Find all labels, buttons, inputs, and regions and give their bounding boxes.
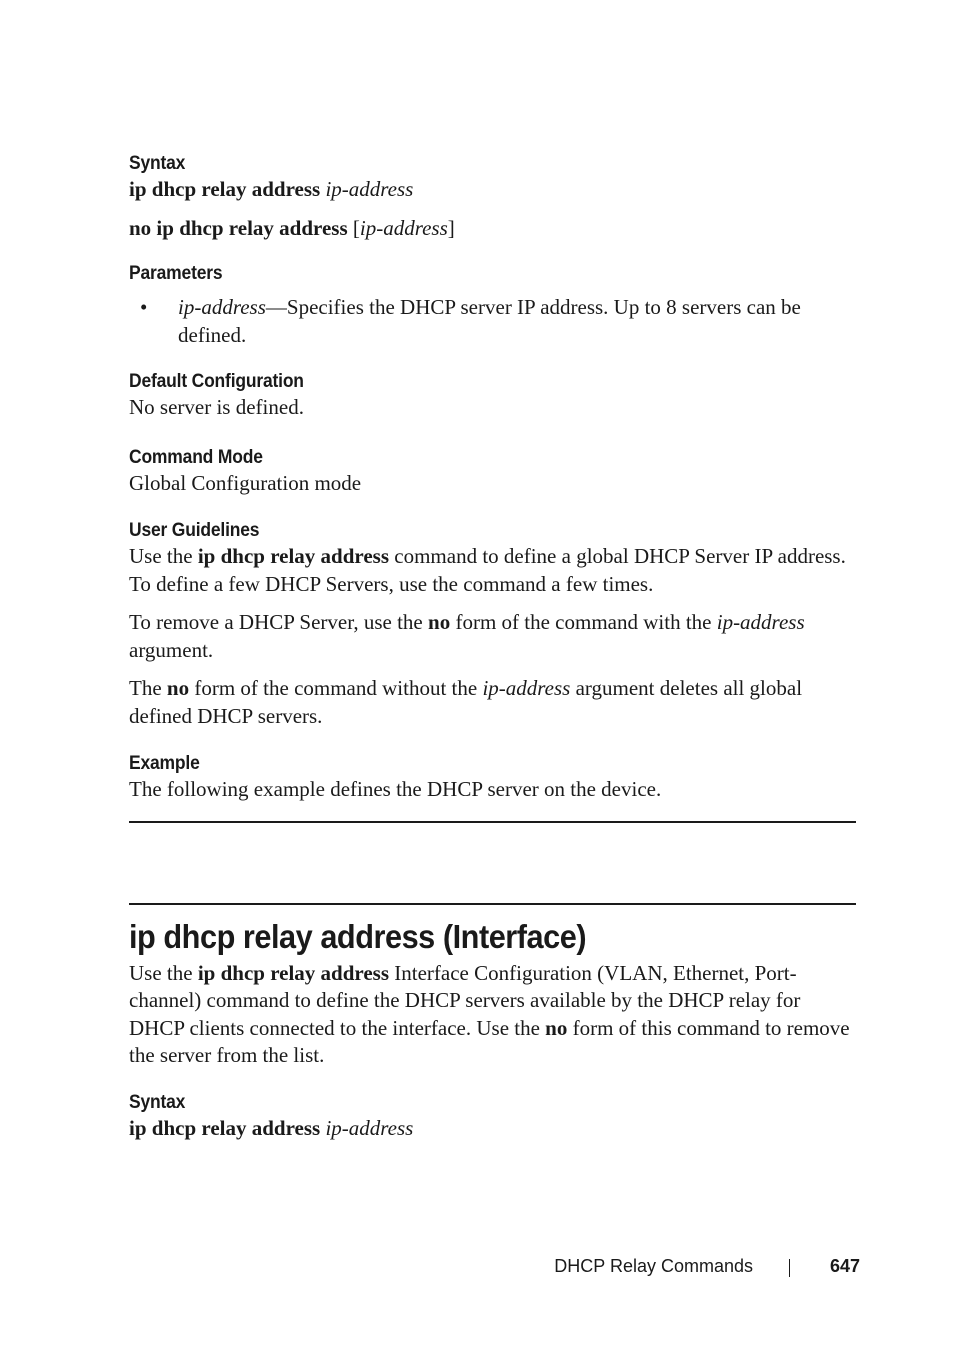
- footer-section-title: DHCP Relay Commands: [554, 1256, 753, 1276]
- parameters-heading: Parameters: [129, 263, 223, 284]
- syntax-argument: ip-address: [325, 1115, 414, 1140]
- parameter-item: [129, 294, 856, 349]
- syntax-argument: ip-address: [325, 177, 414, 201]
- inline-keyword-no: no: [166, 676, 190, 700]
- bracket-open: [: [352, 215, 360, 240]
- bullet-icon: •: [140, 295, 148, 319]
- guideline-paragraph-2: [129, 609, 856, 664]
- guideline-paragraph-3: [129, 675, 856, 730]
- page-footer: [0, 1256, 860, 1280]
- text-run: form of this command to remove the server from the list.: [129, 1015, 850, 1067]
- text-run: Use the: [129, 544, 198, 568]
- syntax-line-3: [129, 1115, 856, 1143]
- section-intro: [129, 960, 856, 1070]
- text-run: form of the command with the: [450, 610, 717, 634]
- section-start-rule: [129, 903, 856, 905]
- default-configuration-heading: Default Configuration: [129, 371, 304, 392]
- text-run: argument deletes all global defined DHCP servers.: [129, 676, 803, 728]
- syntax-heading: Syntax: [129, 153, 186, 174]
- guideline-paragraph-1: [129, 543, 856, 598]
- syntax-command: ip dhcp relay address: [129, 177, 321, 201]
- inline-command: ip dhcp relay address: [197, 544, 390, 568]
- text-run: Interface Configuration (VLAN, Ethernet, Port-channel) command to define the DHCP servers available by the DHCP relay for DHCP clients connected to the interface. Use the: [129, 960, 801, 1040]
- page-number: 647: [829, 1256, 860, 1276]
- user-guidelines-heading: User Guidelines: [129, 520, 260, 541]
- page-content: [129, 152, 856, 1142]
- inline-command: ip dhcp relay address: [197, 960, 390, 985]
- text-run: argument.: [129, 637, 214, 662]
- text-run: Use the: [129, 960, 198, 985]
- inline-argument: ip-address: [482, 676, 571, 700]
- footer-divider: [789, 1259, 790, 1277]
- bracket-close: ]: [447, 215, 455, 240]
- syntax-command: ip dhcp relay address: [129, 1115, 321, 1140]
- parameter-description: —Specifies the DHCP server IP address. Up to 8 servers can be defined.: [178, 295, 801, 347]
- syntax-no-command: no ip dhcp relay address: [129, 215, 348, 240]
- example-text: The following example defines the DHCP server on the device.: [129, 777, 662, 801]
- section-title: ip dhcp relay address (Interface): [129, 917, 587, 955]
- section-end-rule: [129, 821, 856, 823]
- syntax-line-1: [129, 176, 856, 204]
- syntax-line-2: [129, 215, 856, 243]
- default-configuration-text: No server is defined.: [129, 395, 304, 419]
- text-run: To remove a DHCP Server, use the: [129, 610, 429, 634]
- inline-keyword-no: no: [545, 1015, 568, 1040]
- command-mode-heading: Command Mode: [129, 446, 263, 468]
- text-run: The: [129, 676, 167, 700]
- text-run: command to define a global DHCP Server IP address. To define a few DHCP Servers, use the command a few times.: [129, 544, 846, 596]
- syntax-optional-argument: ip-address: [359, 215, 448, 240]
- inline-argument: ip-address: [716, 610, 805, 634]
- parameter-name: ip-address: [178, 295, 266, 319]
- text-run: form of the command without the: [189, 676, 483, 700]
- command-mode-text: Global Configuration mode: [129, 470, 362, 495]
- example-heading: Example: [129, 753, 200, 774]
- syntax-heading-2: Syntax: [129, 1091, 186, 1113]
- inline-keyword-no: no: [428, 610, 451, 634]
